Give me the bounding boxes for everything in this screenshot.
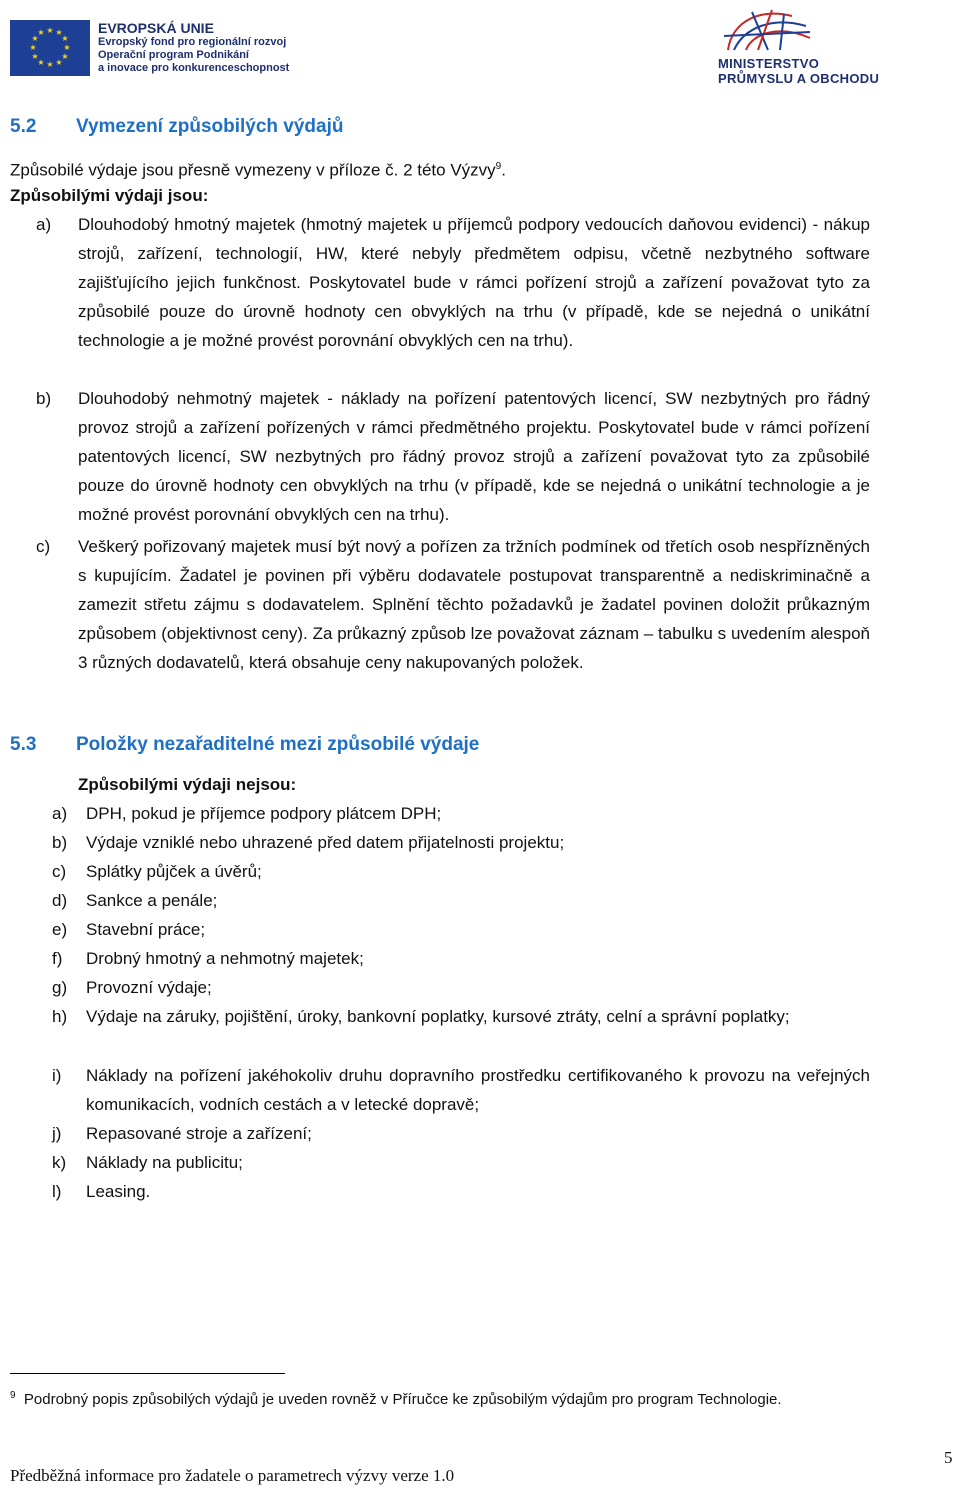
- eu-flag-icon: [10, 20, 90, 76]
- list-item-text: Splátky půjček a úvěrů;: [86, 862, 262, 881]
- list-item: [52, 1148, 870, 1177]
- footnote-number: 9: [10, 1390, 16, 1401]
- page-number: 5: [944, 1448, 953, 1467]
- intro-text: Způsobilé výdaje jsou přesně vymezeny v příloze č. 2 této Výzvy: [10, 160, 496, 180]
- list-item-text: DPH, pokud je příjemce podpory plátcem DPH;: [86, 804, 442, 823]
- svg-text:★: ★: [31, 34, 39, 43]
- list-item: [52, 857, 870, 886]
- list-marker: h): [52, 1007, 68, 1026]
- svg-text:★: ★: [55, 58, 63, 67]
- list-item-text: Drobný hmotný a nehmotný majetek;: [86, 949, 364, 968]
- page-footer: Předběžná informace pro žadatele o parametrech výzvy verze 1.0: [10, 1466, 455, 1485]
- svg-text:★: ★: [55, 28, 63, 37]
- svg-text:★: ★: [46, 26, 54, 35]
- list-item: [52, 1119, 870, 1148]
- list-item-text: Veškerý pořizovaný majetek musí být nový a pořízen za tržních podmínek od třetích osob nespřízněných s kupujícím. Žadatel je povinen při výběru dodavatele postupovat transparentně a nediskriminačně a zamezit střetu zájmu s dodavatelem. Splnění těchto požadavků je žadatel povinen doložit průkazným způsobem (objektivnost ceny). Za průkazný způsob lze považovat záznam – tabulku s uvedením alespoň 3 různých dodavatelů, která obsahuje ceny nakupovaných položek.: [78, 537, 870, 672]
- eu-line-2: Evropský fond pro regionální rozvoj: [98, 36, 287, 48]
- svg-text:★: ★: [31, 52, 39, 61]
- list-marker: d): [52, 891, 68, 910]
- list-item-text: Náklady na publicitu;: [86, 1153, 243, 1172]
- list-item-text: Dlouhodobý hmotný majetek (hmotný majetek u příjemců podpory vedoucích daňovou evidenci) - nákup strojů, zařízení, technologií, HW, které nebyly předmětem odpisu, včetně nezbytného software zajišťujícího jejich funkčnost. Poskytovatel bude v rámci pořízení strojů a zařízení považovat tyto za způsobilé pouze do úrovně hodnoty cen obvyklých na trhu (v případě, kde se nejedná o unikátní technologie a je možné provést porovnání obvyklých cen na trhu).: [78, 215, 870, 350]
- section-number: 5.2: [10, 116, 37, 137]
- list-item: [52, 828, 870, 857]
- list-marker: i): [52, 1066, 62, 1085]
- eu-line-3: Operační program Podnikání: [98, 49, 249, 61]
- list-item: [52, 886, 870, 915]
- list-item-text: Výdaje na záruky, pojištění, úroky, bankovní poplatky, kursové ztráty, celní a správní poplatky;: [86, 1007, 790, 1026]
- list-item: [52, 973, 870, 1002]
- eligible-subheading: Způsobilými výdaji jsou:: [10, 186, 209, 205]
- list-item: [52, 915, 870, 944]
- list-marker: b): [36, 389, 52, 408]
- list-item: [36, 210, 870, 384]
- svg-text:★: ★: [37, 28, 45, 37]
- eu-logo: [10, 20, 310, 78]
- intro-end: .: [501, 160, 506, 180]
- list-marker: g): [52, 978, 68, 997]
- svg-text:★: ★: [61, 34, 69, 43]
- svg-text:★: ★: [61, 52, 69, 61]
- list-item: [52, 944, 870, 973]
- list-marker: c): [52, 862, 67, 881]
- list-marker: e): [52, 920, 68, 939]
- section-5-2-heading: [10, 116, 343, 138]
- list-marker: k): [52, 1153, 67, 1172]
- eu-line-4: a inovace pro konkurenceschopnost: [98, 62, 290, 74]
- list-item-text: Provozní výdaje;: [86, 978, 212, 997]
- list-marker: c): [36, 537, 51, 556]
- list-item: [52, 1002, 870, 1060]
- list-item: [36, 532, 870, 706]
- svg-text:★: ★: [63, 43, 71, 52]
- svg-text:★: ★: [37, 58, 45, 67]
- section-title: Vymezení způsobilých výdajů: [76, 116, 344, 137]
- list-item-text: Náklady na pořízení jakéhokoliv druhu dopravního prostředku certifikovaného k provozu na veřejných komunikacích, vodních cestách a v letecké dopravě;: [86, 1066, 870, 1114]
- eu-line-1: EVROPSKÁ UNIE: [98, 20, 214, 36]
- footnote-ref: 9: [495, 161, 502, 172]
- section-title: Položky nezařaditelné mezi způsobilé výdaje: [76, 734, 480, 755]
- ministry-line-1: MINISTERSTVO: [718, 56, 820, 71]
- list-item-text: Stavební práce;: [86, 920, 206, 939]
- svg-text:★: ★: [46, 60, 54, 69]
- list-marker: f): [52, 949, 63, 968]
- list-marker: a): [36, 215, 52, 234]
- section-5-2-intro: [10, 152, 870, 185]
- ministry-line-2: PRŮMYSLU A OBCHODU: [718, 71, 880, 86]
- list-item-text: Leasing.: [86, 1182, 151, 1201]
- list-item: [36, 384, 870, 529]
- list-item: [52, 1177, 870, 1206]
- svg-text:★: ★: [29, 43, 37, 52]
- list-item-text: Dlouhodobý nehmotný majetek - náklady na pořízení patentových licencí, SW nezbytných pro řádný provoz strojů a zařízení pořízených v rámci předmětného projektu. Poskytovatel bude v rámci pořízení patentových licencí, SW nezbytných pro řádný provoz strojů a zařízení považovat tyto za způsobilé pouze do úrovně hodnoty cen obvyklých na trhu (v případě, kde se nejedná o unikátní technologie a je možné provést porovnání obvyklých cen na trhu).: [78, 389, 870, 524]
- ministry-globe-icon: [722, 6, 814, 54]
- ineligible-subheading: Způsobilými výdaji nejsou:: [78, 775, 297, 794]
- list-item-text: Repasované stroje a zařízení;: [86, 1124, 312, 1143]
- list-item: [52, 799, 870, 828]
- footnote-divider: [10, 1373, 285, 1374]
- list-marker: l): [52, 1182, 62, 1201]
- footnote-text: Podrobný popis způsobilých výdajů je uveden rovněž v Příručce ke způsobilým výdajům pro program Technologie.: [23, 1391, 782, 1408]
- ministry-logo: [712, 6, 952, 90]
- list-marker: a): [52, 804, 68, 823]
- section-5-3-heading: [10, 734, 479, 756]
- list-item-text: Sankce a penále;: [86, 891, 218, 910]
- list-item-text: Výdaje vzniklé nebo uhrazené před datem přijatelnosti projektu;: [86, 833, 565, 852]
- list-item: [52, 1061, 870, 1119]
- list-marker: b): [52, 833, 68, 852]
- footnote: [10, 1384, 870, 1411]
- list-marker: j): [52, 1124, 62, 1143]
- section-number: 5.3: [10, 734, 37, 755]
